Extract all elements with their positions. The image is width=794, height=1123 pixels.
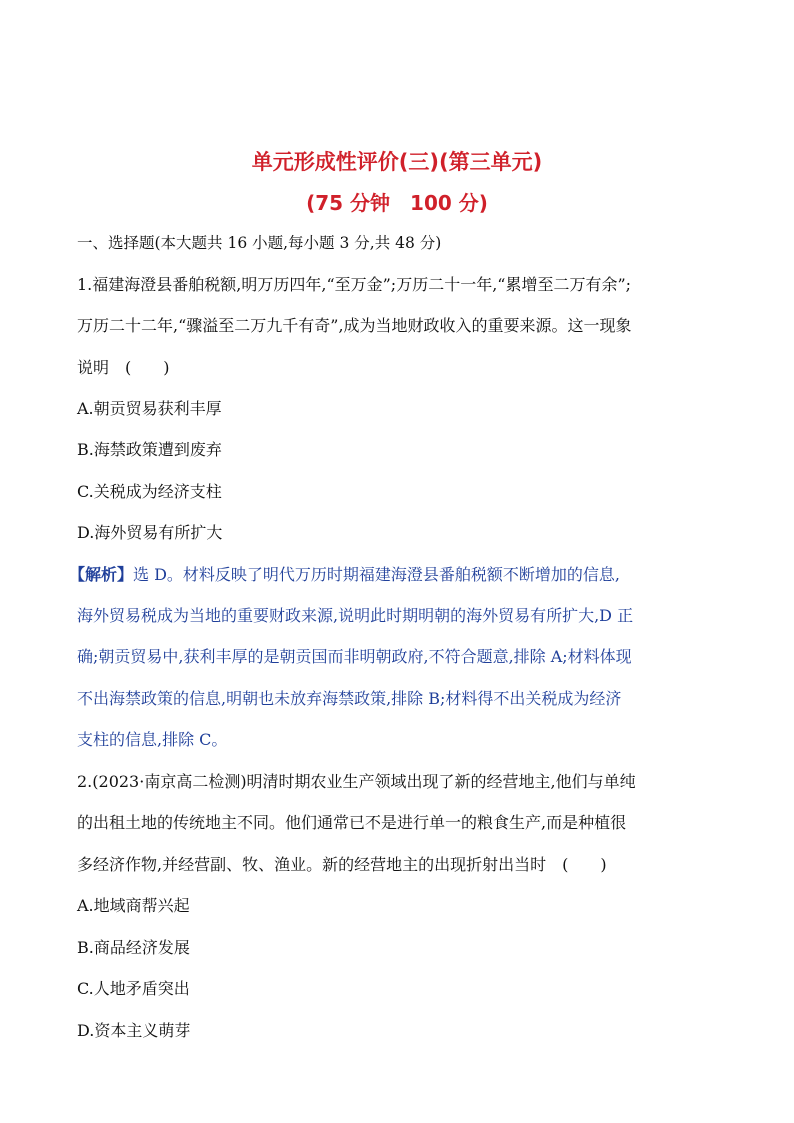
q1-analysis-line-3: 确;朝贡贸易中,获利丰厚的是朝贡国而非明朝政府,不符合题意,排除 A;材料体现 [77,647,632,666]
q1-analysis-line-4: 不出海禁政策的信息,明朝也未放弃海禁政策,排除 B;材料得不出关税成为经济 [77,689,622,708]
analysis-tag: 【解析】 [69,565,134,584]
q1-option-b: B.海禁政策遭到废弃 [77,440,222,459]
q2-stem-line-2: 的出租土地的传统地主不同。他们通常已不是进行单一的粮食生产,而是种植很 [77,813,627,832]
q2-option-d: D.资本主义萌芽 [77,1021,191,1040]
q1-stem-line-1: 1.福建海澄县番舶税额,明万历四年,“至万金”;万历二十一年,“累增至二万有余”; [77,275,632,294]
q1-analysis-line-2: 海外贸易税成为当地的重要财政来源,说明此时期明朝的海外贸易有所扩大,D 正 [77,606,634,625]
page-title: 单元形成性评价(三)(第三单元) [251,150,543,174]
q1-analysis-line-5: 支柱的信息,排除 C。 [77,730,228,749]
section-heading: 一、选择题(本大题共 16 小题,每小题 3 分,共 48 分) [77,234,442,252]
q2-option-b: B.商品经济发展 [77,938,190,957]
q1-stem-line-3: 说明 ( ) [77,358,170,377]
q1-option-a: A.朝贡贸易获利丰厚 [77,399,222,418]
q1-stem-line-2: 万历二十二年,“骤溢至二万九千有奇”,成为当地财政收入的重要来源。这一现象 [77,316,632,335]
q2-option-a: A.地域商帮兴起 [77,896,190,915]
q1-analysis-line-1 [69,563,722,587]
q2-option-c: C.人地矛盾突出 [77,979,190,998]
q2-stem-line-3: 多经济作物,并经营副、牧、渔业。新的经营地主的出现折射出当时 ( ) [77,855,607,874]
q1-analysis-text-1: 选 D。材料反映了明代万历时期福建海澄县番舶税额不断增加的信息, [133,565,621,584]
q1-option-c: C.关税成为经济支柱 [77,482,222,501]
page-subtitle: (75 分钟 100 分) [306,191,488,215]
q2-stem-line-1: 2.(2023·南京高二检测)明清时期农业生产领域出现了新的经营地主,他们与单纯 [77,772,636,791]
q1-option-d: D.海外贸易有所扩大 [77,523,223,542]
